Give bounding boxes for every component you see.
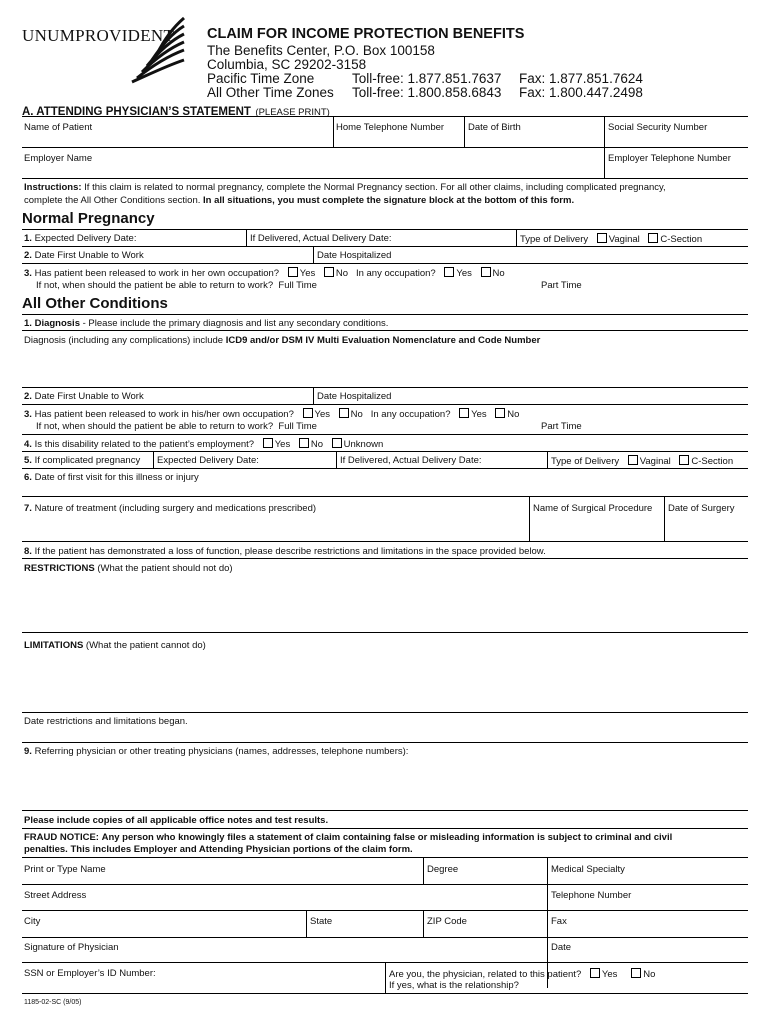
all-other-conditions-title: All Other Conditions [22,295,168,312]
section-a-title: A. ATTENDING PHYSICIAN’S STATEMENT [22,106,251,118]
ao-related-label: Is this disability related to the patient’s employment? [34,439,255,450]
np-released-no-label: No [335,268,349,279]
ao-first-visit-row [24,472,199,483]
relationship-label: If yes, what is the relationship? [389,980,519,991]
fraud-notice-line-1 [24,832,672,843]
ao-complicated-row [24,455,140,466]
instructions-line-1 [24,182,666,193]
ao-restrictions-text: (What the patient should not do) [97,563,233,574]
city-label: City [24,916,41,927]
ao-diag-codes-label: ICD9 and/or DSM IV Multi Evaluation Nomenclature and Code Number [225,335,541,346]
medical-specialty-label: Medical Specialty [551,864,625,875]
fraud-notice-text-1: Any person who knowingly files a statement of claim containing false or misleading information is subject to criminal and civil [101,832,673,843]
ao-limitations-label: LIMITATIONS [24,640,84,651]
np-any-yes-checkbox[interactable] [444,267,454,277]
np-part-time-label: Part Time [541,280,582,291]
ao-hospitalized-label: Date Hospitalized [317,391,392,402]
ao-num-2: 2. [24,391,32,402]
ao-related-yes-checkbox[interactable] [263,438,273,448]
instructions-line-2 [24,195,574,206]
ao-num-3: 3. [24,409,32,420]
np-num-3: 3. [24,268,32,279]
pacific-toll-free: Toll-free: 1.877.851.7637 [352,71,502,86]
ao-any-occupation-label: In any occupation? [370,409,451,420]
np-num-1: 1. [24,233,32,244]
ao-released-no-checkbox[interactable] [339,408,349,418]
diagnosis-field[interactable] [22,347,748,387]
np-expected-row [24,233,137,244]
please-print: (PLEASE PRINT) [255,107,330,118]
ao-restrictions-label: RESTRICTIONS [24,563,95,574]
np-any-occupation-label: In any occupation? [355,268,436,279]
address-line-2: Columbia, SC 29202-3158 [207,57,367,72]
np-released-label: Has patient been released to work in her own occupation? [34,268,280,279]
ao-first-visit-label: Date of first visit for this illness or injury [34,472,199,483]
ao-any-yes-label: Yes [471,409,487,420]
ao-first-unable-row [24,391,144,402]
ao-released-yes-checkbox[interactable] [303,408,313,418]
ao-limitations-row [24,640,206,651]
ao-csection-label: C-Section [691,456,734,467]
np-num-2: 2. [24,250,32,261]
ao-full-time-label: Full Time [278,421,317,432]
other-fax: Fax: 1.800.447.2498 [519,85,643,100]
pacific-fax: Fax: 1.877.851.7624 [519,71,643,86]
np-hospitalized-label: Date Hospitalized [317,250,392,261]
ao-released-row [24,408,519,420]
instructions-text-1: If this claim is related to normal pregnancy, complete the Normal Pregnancy section. For all other claims, including complicated pregnancy, [84,182,666,193]
np-released-yes-checkbox[interactable] [288,267,298,277]
ao-diagnosis-text: - Please include the primary diagnosis and list any secondary conditions. [82,318,389,329]
np-released-row [24,267,505,279]
ao-csection-checkbox[interactable] [679,455,689,465]
ao-if-delivered-label: If Delivered, Actual Delivery Date: [340,455,482,466]
ao-vaginal-checkbox[interactable] [628,455,638,465]
ao-expected-label: Expected Delivery Date: [157,455,259,466]
state-label: State [310,916,333,927]
ao-part-time-label: Part Time [541,421,582,432]
section-a-heading [22,102,330,120]
np-type-delivery-row [520,233,702,245]
ao-any-no-checkbox[interactable] [495,408,505,418]
ao-released-yes-label: Yes [314,409,331,420]
physician-related-yes-checkbox[interactable] [590,968,600,978]
employer-telephone-label: Employer Telephone Number [608,153,731,164]
ao-if-not-label: If not, when should the patient be able to return to work? [36,421,274,432]
zip-code-label: ZIP Code [427,916,467,927]
ao-type-delivery-label: Type of Delivery [551,456,620,467]
ao-num-1: 1. [24,318,32,329]
date-label: Date [551,942,572,953]
ao-return-row [36,421,317,432]
ao-related-no-checkbox[interactable] [299,438,309,448]
instructions-text-2: complete the All Other Conditions section. [24,195,201,206]
np-vaginal-checkbox[interactable] [597,233,607,243]
ao-released-no-label: No [350,409,363,420]
np-type-delivery-label: Type of Delivery [520,234,589,245]
ao-num-8: 8. [24,546,32,557]
home-telephone-label: Home Telephone Number [336,122,445,133]
fraud-notice-line-2: penalties. This includes Employer and Attending Physician portions of the claim form. [24,844,413,855]
ao-any-yes-checkbox[interactable] [459,408,469,418]
np-any-no-checkbox[interactable] [481,267,491,277]
np-any-yes-label: Yes [456,268,472,279]
instructions-bold: In all situations, you must complete the signature block at the bottom of this form. [203,195,575,206]
ao-surgical-name-label: Name of Surgical Procedure [533,503,653,514]
ao-limitations-text: (What the patient cannot do) [85,640,206,651]
employer-name-label: Employer Name [24,153,93,164]
ao-type-delivery-row [551,455,733,467]
fraud-notice-label: FRAUD NOTICE: [24,832,99,843]
date-of-birth-label: Date of Birth [468,122,521,133]
np-any-no-label: No [492,268,505,279]
np-full-time-label: Full Time [278,280,317,291]
address-line-1: The Benefits Center, P.O. Box 100158 [207,43,435,58]
restrictions-field[interactable] [22,576,748,632]
np-csection-label: C-Section [660,234,703,245]
ao-nature-label: Nature of treatment (including surgery and medications prescribed) [34,503,317,514]
office-notes-note: Please include copies of all applicable office notes and test results. [24,815,329,826]
np-if-not-label: If not, when should the patient be able to return to work? [36,280,274,291]
ao-diagnosis-row [24,318,388,329]
limitations-field[interactable] [22,652,748,712]
ao-loss-label: If the patient has demonstrated a loss of function, please describe restrictions and limitations in the space provided below. [34,546,546,557]
physician-related-no-checkbox[interactable] [631,968,641,978]
ao-related-unknown-checkbox[interactable] [332,438,342,448]
ao-num-4: 4. [24,439,32,450]
ao-related-no-label: No [310,439,324,450]
physician-related-yes-label: Yes [601,969,618,980]
flag-logo-icon [122,14,192,84]
np-expected-label: Expected Delivery Date: [34,233,137,244]
form-title: CLAIM FOR INCOME PROTECTION BENEFITS [207,26,525,42]
degree-label: Degree [427,864,459,875]
physician-related-label: Are you, the physician, related to this patient? [389,969,582,980]
ao-date-began-label: Date restrictions and limitations began. [24,716,188,727]
normal-pregnancy-title: Normal Pregnancy [22,210,155,227]
ao-related-unknown-label: Unknown [343,439,384,450]
telephone-number-label: Telephone Number [551,890,632,901]
ao-num-5: 5. [24,455,32,466]
np-vaginal-label: Vaginal [608,234,640,245]
referring-field[interactable] [22,760,748,810]
ao-num-7: 7. [24,503,32,514]
ao-referring-row [24,746,408,757]
ao-num-9: 9. [24,746,32,757]
physician-related-no-label: No [643,969,656,980]
street-address-label: Street Address [24,890,87,901]
physician-related-row [389,968,655,980]
logo-text: UNUMPROVIDENT [22,26,175,45]
fax-label: Fax [551,916,567,927]
ao-related-row [24,438,383,450]
other-toll-free: Toll-free: 1.800.858.6843 [352,85,502,100]
ao-diag-include-label: Diagnosis (including any complications) include [24,335,224,346]
company-logo [22,14,187,84]
np-return-row [36,280,317,291]
np-csection-checkbox[interactable] [648,233,658,243]
print-name-label: Print or Type Name [24,864,106,875]
np-released-no-checkbox[interactable] [324,267,334,277]
ao-surgery-date-label: Date of Surgery [668,503,735,514]
np-released-yes-label: Yes [299,268,316,279]
np-if-delivered-label: If Delivered, Actual Delivery Date: [250,233,392,244]
ao-diagnosis-label: Diagnosis [34,318,80,329]
np-first-unable-row [24,250,144,261]
ao-num-6: 6. [24,472,32,483]
ao-if-complicated-label: If complicated pregnancy [34,455,141,466]
ao-related-yes-label: Yes [274,439,291,450]
ao-diag-include-row [24,335,540,346]
ao-nature-row [24,503,316,514]
form-number: 1185-02-SC (9/05) [24,999,82,1006]
name-of-patient-label: Name of Patient [24,122,93,133]
ao-restrictions-row [24,563,233,574]
ao-referring-label: Referring physician or other treating physicians (names, addresses, telephone numbers): [34,746,409,757]
ssn-employer-id-label: SSN or Employer’s ID Number: [24,968,156,979]
other-zone: All Other Time Zones [207,85,334,100]
instructions-label: Instructions: [24,182,82,193]
ao-loss-row [24,546,546,557]
signature-label: Signature of Physician [24,942,119,953]
ao-vaginal-label: Vaginal [639,456,671,467]
np-first-unable-label: Date First Unable to Work [34,250,144,261]
ao-any-no-label: No [507,409,520,420]
ao-first-unable-label: Date First Unable to Work [34,391,144,402]
ssn-label: Social Security Number [608,122,708,133]
pacific-zone: Pacific Time Zone [207,71,315,86]
ao-released-label: Has patient been released to work in his/her own occupation? [34,409,294,420]
